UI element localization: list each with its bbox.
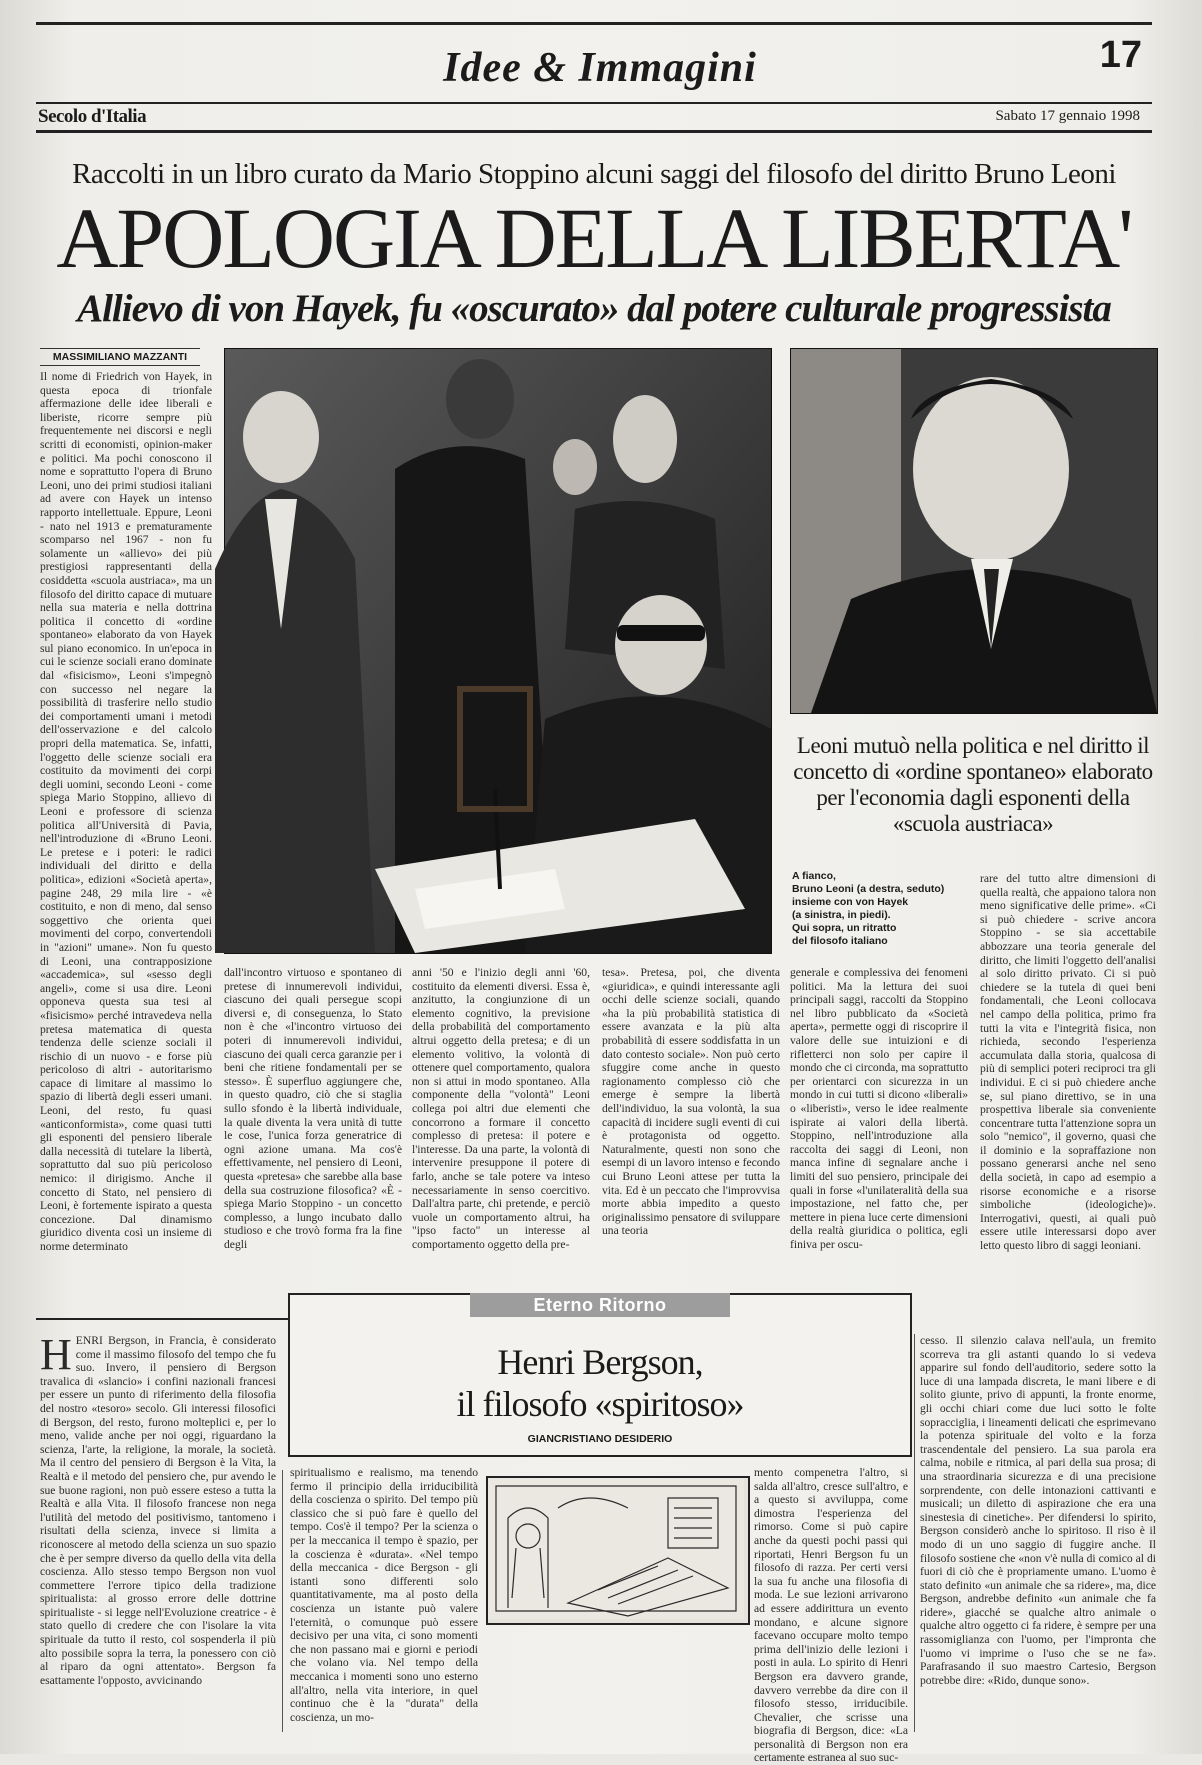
caption-line: Qui sopra, un ritratto bbox=[792, 922, 897, 934]
sidebar-dropcap: H bbox=[40, 1330, 72, 1379]
article-headline: APOLOGIA DELLA LIBERTA' bbox=[56, 190, 1132, 286]
sidebar-title bbox=[290, 1341, 910, 1425]
sidebar-column-4: cesso. Il silenzio calava nell'aula, un fremito scorreva tra gli astanti quando lo si vedeva apparire sul fondo dell'auditorio, sedere sotto la luce di una lampada discreta, le mani libere e di solito giunte, privo di appunti, la fronte enorme, gli occhi chiari come due luci sotto le folte sopracciglia, i lineamenti delicati che esprimevano la potenza spirituale del volto e la forza trascendentale del pensiero. La sua parola era calma, nobile e ritmica, al pari della sua prosa; di una straordinaria sicurezza e di una precisione sorprendente, con delle intonazioni cattivanti e musicali; un diletto di aspirazione che era una sinestesia di cinetiche». Per difendersi lo spirito, Bergson considerò anche lo spiritoso. Il riso è il modo di un uno saggio di fuggire anche. Il filosofo sostiene che «non v'è nulla di comico al di fuori di ciò che è propriamente umano. L'uomo è stato definito «un animale che sa ridere», ma, dice Bergson, andrebbe definito «un animale che fa ridere», giacché se qualche altro animale o qualche altro oggetto ci fa ridere, è sempre per una rassomiglianza con l'uomo, per l'impronta che l'uomo vi imprime o l'uso che se ne fa». Parafrasando il suo maestro Cartesio, Bergson potrebbe dire: «Rido, dunque sono». bbox=[920, 1334, 1156, 1687]
article-column-6: rare del tutto altre dimensioni di quella realtà, che appaiono talora non meno significative delle prime». «Ci si può chiedere - scrive ancora Stoppino - se sia accettabile abbozzare una teoria generale del diritto, che limiti l'oggetto dell'analisi al solo diritto privato. Ci si può chiedere se la tutela di quei beni fondamentali, che Leoni collocava nel campo della politica, primo fra tutti la vita e l'integrità fisica, non richieda, secondo l'esperienza accumulata dalla storia, qualcosa di più di semplici poteri reciproci tra gli individui. E ci si può chiedere anche se, sul piano direttivo, se in una prospettiva liberale sia conveniente concentrare tutta l'attenzione sopra un solo "nemico", il governo, quasi che il dominio e la sopraffazione non possano generarsi anche nel seno della società, in capo ad esempio a risorse economiche e a risorse simboliche (ideologiche)». Interrogativi, questi, ai quali può essere utile interessarsi dopo aver letto questo libro di saggi leoniani. bbox=[980, 872, 1156, 1253]
sidebar-column-2b bbox=[486, 1628, 746, 1732]
page-number: 17 bbox=[1099, 34, 1142, 76]
masthead-rule bbox=[36, 102, 1152, 104]
caption-line: (a sinistra, in piedi). bbox=[792, 909, 891, 921]
paper-name: Secolo d'Italia bbox=[38, 106, 147, 127]
sidebar-section-tag: Eterno Ritorno bbox=[470, 1293, 730, 1317]
pull-quote: Leoni mutuò nella politica e nel diritto il concetto di «ordine spontaneo» elaborato per l'economia dagli esponenti della «scuola austriaca» bbox=[793, 733, 1153, 836]
article-column-4: tesa». Pretesa, poi, che diventa «giuridica», e quindi interessante agli occhi delle scienze sociali, quando «ha la più probabilità statistica di essere avanzata e la più alta probabilità di essere soddisfatta in un dato contesto sociale». Non può certo sfuggire come anche in questo ragionamento complesso ciò che emerge è sempre la libertà dell'individuo, la sua volontà, la sua capacità di incidere sugli eventi di cui è protagonista od oggetto. Naturalmente, questi non sono che esempi di un lavoro intenso e fecondo cui Bruno Leoni attese per tutta la vita. Ed è un peccato che l'improvvisa morte abbia impedito a questo originalissimo pensatore di sviluppare una teoria bbox=[602, 966, 780, 1238]
caption-line: A fianco, bbox=[792, 870, 836, 882]
article-column-2: dall'incontro virtuoso e spontaneo di pretese di innumerevoli individui, ciascuno dei quali persegue scopi diversi e, di conseguenza, lo Stato non è che «l'incontro virtuoso dei poteri di innumerevoli individui, ciascuno dei quali cerca garanzie per i beni che ritiene fondamentali per se stesso». È superfluo aggiungere che, in questo quadro, ciò che si staglia sullo sfondo è la libertà individuale, la quale diventa la vera unità di tutte le cose, l'unica forza generatrice di ogni azione umana. Ma cos'è effettivamente, nel pensiero di Leoni, questa «pretesa» che sarebbe alla base della sua costruzione filosofica? «È - spiega Mario Stoppino - un concetto complesso, a lungo incubato dallo studioso e che trovò forma fra la fine degli bbox=[224, 966, 402, 1251]
sidebar-byline: GIANCRISTIANO DESIDERIO bbox=[527, 1433, 673, 1445]
section-title: Idee & Immagini bbox=[443, 45, 757, 91]
article-column-3: anni '50 e l'inizio degli anni '60, costituito da elementi diversi. Essa è, anzitutto, la congiunzione di un elemento cognitivo, la previsione della probabilità del comportamento altrui oggetto della pretesa; e di un elemento volitivo, la volontà di ottenere quel comportamento, qualora non si attui in modo spontaneo. Alla componente della "volontà" Leoni collega poi altri due elementi che concorrono a formare il concetto complesso di pretesa: il potere e l'interesse. Da una parte, la volontà di intervenire presuppone il potere di farlo, anche se tale potere va inteso necessariamente in senso coercitivo. Dall'altra parte, chi pretende, e perciò vuole un comportamento altrui, ha "ipso facto" un interesse al comportamento oggetto della pre- bbox=[412, 966, 590, 1251]
caption-line: del filosofo italiano bbox=[792, 935, 888, 947]
article-subheadline: Allievo di von Hayek, fu «oscurato» dal potere culturale progressista bbox=[77, 287, 1111, 330]
sidebar-title-line-1: Henri Bergson, bbox=[497, 1342, 703, 1382]
article-byline: MASSIMILIANO MAZZANTI bbox=[40, 348, 200, 366]
date-rule bbox=[36, 130, 1152, 133]
article-column-1: Il nome di Friedrich von Hayek, in questa epoca di trionfale affermazione delle idee liberali e liberiste, ricorre sempre più frequentemente nei discorsi e negli scritti di economisti, opinion-maker e politici. Ma pochi conoscono il nome e soprattutto l'opera di Bruno Leoni, uno dei primi studiosi italiani ad avere con Hayek un intenso rapporto intellettuale. Eppure, Leoni - nato nel 1913 e prematuramente scomparso nel 1967 - non fu solamente un «allievo» dei più prestigiosi rappresentanti della cosiddetta «scuola austriaca», ma un filosofo del diritto capace di mutuare nella sua materia e nella dottrina politica il concetto di «ordine spontaneo» elaborato da von Hayek sul piano economico. In un'epoca in cui le scienze sociali erano dominate dal «fisicismo», Leoni s'impegnò con successo nel negare la possibilità di trasferire nello studio dei comportamenti umani i metodi dell'osservazione e del calcolo propri della matematica. Se, infatti, l'oggetto delle scienze sociali era costituito da movimenti dei corpi degli uomini, secondo Leoni - come spiega Mario Stoppino, allievo di Leoni e professore di scienza politica all'Università di Pavia, nell'introduzione di «Bruno Leoni. Le pretese e i poteri: le radici individuali del diritto e della politica», edizioni «Società aperta», pagine 248, 29 mila lire - «è costituito, e non di meno, dal senso soggettivo che orienta quei movimenti del corpo, convertendoli in "azioni" umane». Non fu questo di Leoni, una contrapposizione «accademica», sul «sesso degli angeli», come si usa dire. Leoni opponeva questa sua tesi al «fisicismo» perché intravedeva nella pretesa matematica di questa tendenza delle scienze sociali il rischio di un nuovo - e forse più pericoloso di altri - autoritarismo capace di limitare al massimo lo spazio di libertà degli esseri umani. Leoni, del resto, fu quasi «anticonformista», come quasi tutti gli esponenti del pensiero liberale dalla necessità di tutelare la libertà, soprattutto dal suo più pericoloso nemico: il dirigismo. Anche il concetto di Stato, nel pensiero di Leoni, è fortemente ispirato a questa concezione. Dal dinamismo giuridico diventa così un insieme di norme determinato bbox=[40, 370, 212, 1253]
photo-caption bbox=[792, 870, 970, 948]
photo-leoni-hayek bbox=[224, 348, 772, 954]
column-rule bbox=[282, 1470, 283, 1732]
article-column-5: generale e complessiva dei fenomeni politici. Ma la lettura dei suoi principali saggi, raccolti da Stoppino nel libro pubblicato da «Società aperta», permette oggi di riscoprire il valore delle sue intuizioni e di rifletterci non solo per capire il mondo che ci circonda, ma soprattutto per orientarci con sicurezza in un mondo in cui tutti si dicono «liberali» o «liberisti», verso le idee realmente ispirate ai valori della libertà. Stoppino, nell'introduzione alla raccolta dei saggi di Leoni, non manca infine di segnalare anche i limiti del suo pensiero, principale dei quali in forse «l'unilateralità della sua impostazione, nel fatto che, per mettere in piena luce certe dimensioni della realtà giuridica o politica, egli finiva per oscu- bbox=[790, 966, 968, 1251]
sidebar-column-3: mento compenetra l'altro, si salda all'altro, cresce sull'altro, e a questo si avviluppa, come dimostra l'esperienza del rimorso. Come si può capire anche da questi pochi passi qui riportati, Henri Bergson fu un filosofo di razza. Per certi versi la sua fu anche una filosofia di moda. Le sue lezioni arrivarono ad essere addirittura un evento mondano, e alcune signore facevano occupare molto tempo prima dell'inizio delle lezioni i posti in aula. Lo spirito di Henri Bergson era davvero grande, davvero verrebbe da dire con il filosofo stesso, irriducibile. Chevalier, che scrisse una biografia di Bergson, dice: «La personalità di Bergson non era certamente estranea al suo suc- bbox=[754, 1466, 908, 1765]
sidebar-column-1 bbox=[40, 1330, 276, 1730]
caption-line: Bruno Leoni (a destra, seduto) bbox=[792, 883, 945, 895]
sidebar-column-2: spiritualismo e realismo, ma tenendo fermo il principio della irriducibilità della coscienza o spirito. Del tempo più classico che si può fare è quello del tempo. Cos'è il tempo? Per la scienza o per la meccanica il tempo è spazio, per la coscienza è «durata». «Nel tempo della meccanica - dice Bergson - gli istanti sono differenti solo quantitativamente, ma al posto della coscienza un istante può valere l'eternità, o comunque può essere decisivo per una vita, ci sono momenti che non passano mai e giorni e periodi che volano via. Nel tempo della meccanica i momenti sono uno esterno all'altro, nella vita interiore, in quel continuo che è la "durata" della coscienza, un mo- bbox=[290, 1466, 478, 1724]
article-kicker: Raccolti in un libro curato da Mario Stoppino alcuni saggi del filosofo del diritto Bruno Leoni bbox=[72, 158, 1116, 190]
section-masthead bbox=[420, 18, 780, 102]
caption-line: insieme con von Hayek bbox=[792, 896, 909, 908]
bergson-engraving bbox=[486, 1476, 750, 1625]
sidebar-column-1-text: ENRI Bergson, in Francia, è considerato come il massimo filosofo del tempo che fu suo. Invero, il pensiero di Bergson travalica di «slancio» i confini nazionali francesi per essere un punto di riferimento della filosofia del nostro «tesoro» secolo. Gli interessi filosofici di Bergson, del resto, furono molteplici e, per lo meno, valide anche per noi oggi, riguardano la scienza, l'arte, la religione, la morale, la società. Ma il centro del pensiero di Bergson è la Vita, la Realtà e il metodo del pensiero che, pur avendo le sue buone ragioni, non può essere esteso a tutta la Realtà e alla Vita. Il filosofo francese non nega l'utilità del metodo del positivismo, tantomeno i risultati della scienza, invece si limita a riconoscere al metodo della scienza un suo spazio che è per sempre diverso da quello della vita della coscienza. Allo stesso tempo Bergson non vuol commettere l'errore tipico della tradizione spiritualista: al grosso errore delle dottrine spiritualiste - si legge nell'Evoluzione creatrice - è stato quello di credere che con l'isolare la vita spirituale da tutto il resto, col sospenderla il più alto possibile sopra la terra, la ponessero con ciò al riparo da ogni attentato». Bergson fa esattamente l'opposto, avvicinando bbox=[40, 1334, 276, 1687]
sidebar-title-box bbox=[288, 1293, 912, 1457]
sidebar-title-line-2: il filosofo «spiritoso» bbox=[456, 1384, 744, 1424]
photo-leoni-portrait bbox=[790, 348, 1158, 714]
column-rule bbox=[914, 1334, 915, 1732]
issue-date: Sabato 17 gennaio 1998 bbox=[995, 108, 1140, 124]
